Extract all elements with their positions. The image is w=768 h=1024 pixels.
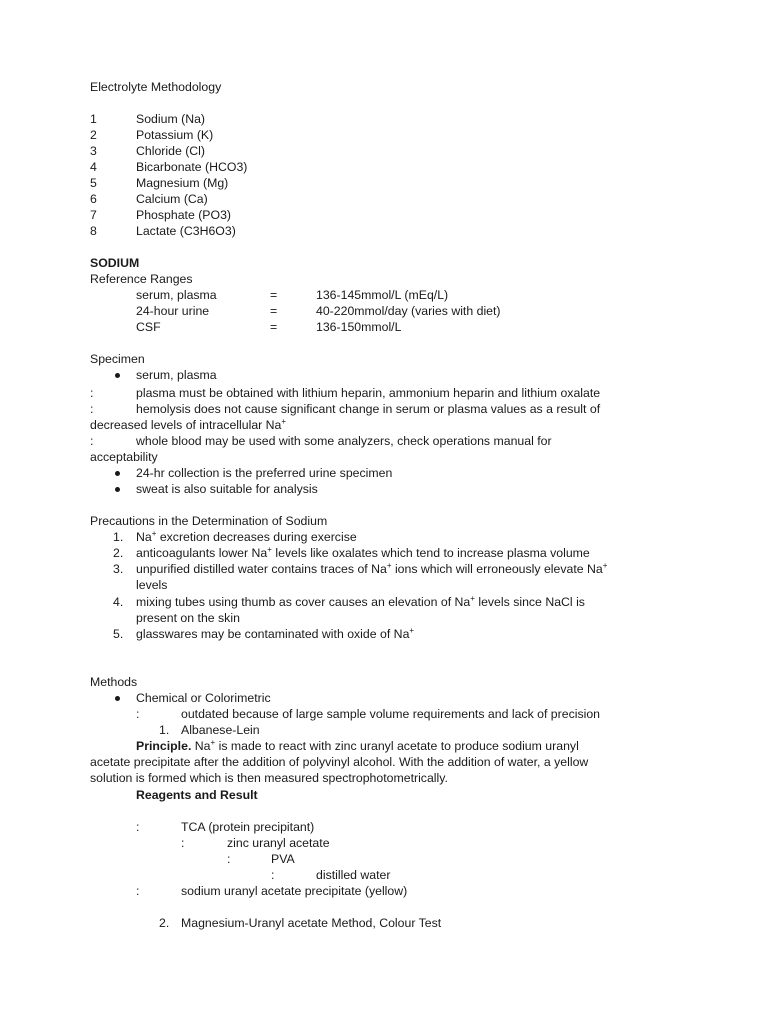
precaution-item: anticoagulants lower Na+ levels like oxalates which tend to increase plasma volume — [136, 544, 590, 560]
list-item: Potassium (K) — [136, 128, 214, 142]
precaution-number: 3. — [113, 562, 124, 576]
list-number: 8 — [90, 224, 97, 238]
precaution-number: 4. — [113, 595, 124, 609]
method-bullet: Chemical or Colorimetric — [136, 691, 271, 705]
precaution-number: 1. — [113, 530, 124, 544]
bullet-icon — [115, 373, 120, 378]
method-note: outdated because of large sample volume requirements and lack of precision — [181, 707, 601, 721]
list-number: 7 — [90, 208, 97, 222]
bullet-icon — [115, 696, 120, 701]
principle-text: Principle. Na+ is made to react with zinc uranyl acetate to produce sodium uranyl — [136, 737, 579, 753]
colon-marker: : — [90, 386, 94, 400]
methods-heading: Methods — [90, 675, 138, 689]
list-number: 6 — [90, 192, 97, 206]
specimen-bullet: serum, plasma — [136, 368, 217, 382]
reagent-item: zinc uranyl acetate — [227, 836, 330, 850]
reagents-heading: Reagents and Result — [136, 788, 258, 802]
range-value: 136-145mmol/L (mEq/L) — [316, 288, 449, 302]
precaution-item-continued: levels — [136, 578, 168, 592]
reagent-item: distilled water — [316, 868, 391, 882]
method-name: Albanese-Lein — [181, 723, 260, 737]
specimen-note: hemolysis does not cause significant change in serum or plasma values as a result of — [136, 402, 601, 416]
colon-marker: : — [136, 707, 140, 721]
precaution-number: 2. — [113, 546, 124, 560]
bullet-icon — [115, 487, 120, 492]
section-heading-sodium: SODIUM — [90, 256, 140, 270]
specimen-heading: Specimen — [90, 352, 145, 366]
colon-marker: : — [227, 852, 231, 866]
list-item: Sodium (Na) — [136, 112, 206, 126]
colon-marker: : — [136, 884, 140, 898]
principle-text-continued: acetate precipitate after the addition of polyvinyl alcohol. With the addition of water, a yellow — [90, 755, 589, 769]
range-specimen: serum, plasma — [136, 288, 217, 302]
specimen-note: plasma must be obtained with lithium heparin, ammonium heparin and lithium oxalate — [136, 386, 601, 400]
method-name: Magnesium-Uranyl acetate Method, Colour Test — [181, 916, 442, 930]
document-title: Electrolyte Methodology — [90, 80, 222, 94]
precautions-heading: Precautions in the Determination of Sodium — [90, 514, 328, 528]
specimen-bullet: 24-hr collection is the preferred urine specimen — [136, 466, 393, 480]
range-value: 40-220mmol/day (varies with diet) — [316, 304, 501, 318]
range-specimen: 24-hour urine — [136, 304, 210, 318]
list-number: 2 — [90, 128, 97, 142]
reagent-item: TCA (protein precipitant) — [181, 820, 315, 834]
specimen-note: whole blood may be used with some analyzers, check operations manual for — [136, 434, 552, 448]
precaution-item: unpurified distilled water contains traces of Na+ ions which will erroneously elevate Na+ — [136, 560, 608, 576]
precaution-item: mixing tubes using thumb as cover causes an elevation of Na+ levels since NaCl is — [136, 593, 585, 609]
precaution-item: glasswares may be contaminated with oxide of Na+ — [136, 625, 415, 641]
range-equals: = — [270, 288, 278, 302]
reagent-result: sodium uranyl acetate precipitate (yellow) — [181, 884, 408, 898]
list-item: Magnesium (Mg) — [136, 176, 229, 190]
list-item: Chloride (Cl) — [136, 144, 206, 158]
method-number: 1. — [159, 723, 170, 737]
range-specimen: CSF — [136, 320, 161, 334]
range-equals: = — [270, 304, 278, 318]
specimen-note-continued: acceptability — [90, 450, 158, 464]
reagent-item: PVA — [271, 852, 295, 866]
bullet-icon — [115, 471, 120, 476]
list-item: Bicarbonate (HCO3) — [136, 160, 248, 174]
range-equals: = — [270, 320, 278, 334]
colon-marker: : — [90, 402, 94, 416]
precaution-item: Na+ excretion decreases during exercise — [136, 528, 357, 544]
list-item: Lactate (C3H6O3) — [136, 224, 236, 238]
list-item: Calcium (Ca) — [136, 192, 208, 206]
range-value: 136-150mmol/L — [316, 320, 402, 334]
list-number: 3 — [90, 144, 97, 158]
colon-marker: : — [136, 820, 140, 834]
precaution-item-continued: present on the skin — [136, 611, 240, 625]
precaution-number: 5. — [113, 627, 124, 641]
specimen-note-continued: decreased levels of intracellular Na+ — [90, 416, 287, 432]
list-number: 4 — [90, 160, 97, 174]
colon-marker: : — [271, 868, 275, 882]
list-number: 5 — [90, 176, 97, 190]
specimen-bullet: sweat is also suitable for analysis — [136, 482, 318, 496]
list-number: 1 — [90, 112, 97, 126]
reference-ranges-heading: Reference Ranges — [90, 272, 193, 286]
colon-marker: : — [181, 836, 185, 850]
list-item: Phosphate (PO3) — [136, 208, 232, 222]
principle-text-continued: solution is formed which is then measured spectrophotometrically. — [90, 771, 448, 785]
colon-marker: : — [90, 434, 94, 448]
method-number: 2. — [159, 916, 170, 930]
